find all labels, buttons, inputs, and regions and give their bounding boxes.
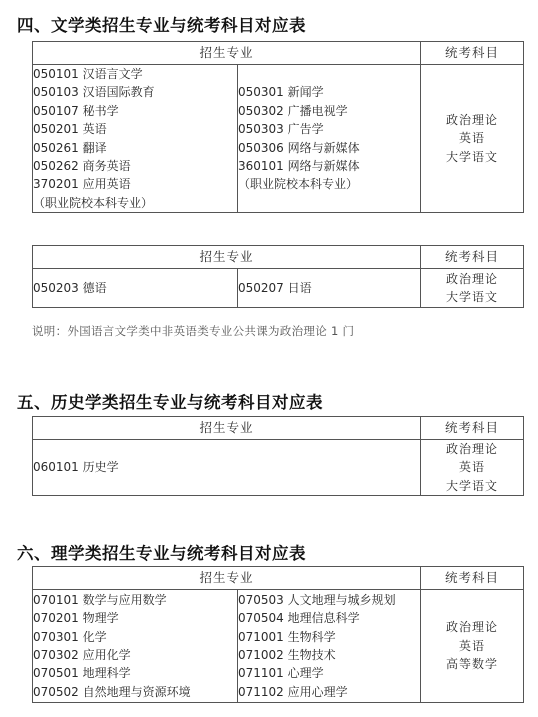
- majors-left-cell: [33, 269, 238, 308]
- major-item: 050261 翻译: [33, 140, 107, 155]
- major-item: 050302 广播电视学: [238, 103, 348, 118]
- majors-cell: [33, 440, 421, 496]
- table-header-row: [33, 417, 524, 440]
- col-subjects-header: 统考科目: [421, 246, 524, 269]
- subjects-cell: [421, 590, 524, 703]
- subject-item: 政治理论: [446, 620, 499, 635]
- subject-item: 政治理论: [446, 271, 499, 286]
- major-item: 050103 汉语国际教育: [33, 85, 155, 100]
- major-item: 050301 新闻学: [238, 85, 324, 100]
- subject-item: 英语: [459, 131, 486, 146]
- science-table: [32, 566, 524, 703]
- history-table: [32, 416, 524, 496]
- major-item: 370201 应用英语: [33, 177, 131, 192]
- subject-item: 英语: [458, 460, 485, 475]
- col-majors-header: 招生专业: [33, 42, 421, 65]
- subject-item: 政治理论: [445, 442, 498, 456]
- table-row: [33, 590, 524, 703]
- major-item: 050101 汉语言文学: [33, 67, 143, 81]
- major-item: 050207 日语: [238, 280, 312, 295]
- major-item: 070101 数学与应用数学: [33, 592, 167, 607]
- major-item: 360101 网络与新媒体: [238, 159, 360, 174]
- major-item: 070502 自然地理与资源环境: [33, 684, 191, 699]
- major-item: 071102 应用心理学: [238, 684, 348, 699]
- table-row: [33, 269, 524, 308]
- subject-item: 大学语文: [446, 149, 499, 164]
- subjects-cell: [421, 65, 524, 213]
- literature-table: [32, 41, 524, 213]
- col-subjects-header: 统考科目: [421, 417, 524, 440]
- majors-left-cell: [33, 590, 238, 703]
- section5-title: 五、历史学类招生专业与统考科目对应表: [17, 393, 323, 412]
- subjects-cell: [421, 440, 524, 496]
- major-item: 070301 化学: [33, 629, 107, 644]
- majors-right-cell: [238, 590, 421, 703]
- table-header-row: [33, 567, 524, 590]
- foreign-language-table: [32, 245, 524, 308]
- subject-item: 大学语文: [446, 290, 499, 304]
- major-item: 070302 应用化学: [33, 648, 131, 662]
- major-item: 070201 物理学: [33, 611, 119, 626]
- major-item: 071001 生物科学: [238, 629, 336, 644]
- subject-item: 英语: [459, 638, 486, 653]
- major-item: 071002 生物技术: [238, 648, 336, 662]
- col-majors-header: 招生专业: [33, 417, 421, 440]
- col-subjects-header: 统考科目: [421, 567, 524, 590]
- section6-title: 六、理学类招生专业与统考科目对应表: [17, 544, 306, 563]
- table-row: [33, 440, 524, 496]
- major-item: 071101 心理学: [238, 666, 324, 681]
- table-header-row: [33, 42, 524, 65]
- subject-item: 政治理论: [446, 113, 499, 128]
- major-item: 050203 德语: [33, 280, 107, 295]
- major-item: 070504 地理信息科学: [238, 611, 360, 626]
- col-subjects-header: 统考科目: [421, 42, 524, 65]
- major-item: 050303 广告学: [238, 122, 324, 137]
- majors-right-cell: [238, 65, 421, 213]
- subjects-cell: [421, 269, 524, 308]
- col-majors-header: 招生专业: [33, 246, 421, 269]
- major-item: 070501 地理科学: [33, 666, 131, 681]
- footnote: 说明：外国语言文学类中非英语类专业公共课为政治理论 1 门: [32, 324, 355, 338]
- vocational-note: （职业院校本科专业）: [33, 195, 154, 210]
- majors-left-cell: [33, 65, 238, 213]
- major-item: 060101 历史学: [33, 460, 119, 475]
- vocational-note: （职业院校本科专业）: [238, 177, 359, 192]
- subject-item: 大学语文: [445, 478, 498, 493]
- major-item: 050107 秘书学: [33, 103, 119, 118]
- col-majors-header: 招生专业: [33, 567, 421, 590]
- major-item: 050306 网络与新媒体: [238, 140, 360, 155]
- major-item: 050201 英语: [33, 122, 107, 137]
- major-item: 070503 人文地理与城乡规划: [238, 592, 396, 607]
- table-row: [33, 65, 524, 213]
- major-item: 050262 商务英语: [33, 159, 131, 174]
- section4-title: 四、文学类招生专业与统考科目对应表: [17, 16, 306, 35]
- table-header-row: [33, 246, 524, 269]
- majors-right-cell: [238, 269, 421, 308]
- subject-item: 高等数学: [446, 657, 499, 672]
